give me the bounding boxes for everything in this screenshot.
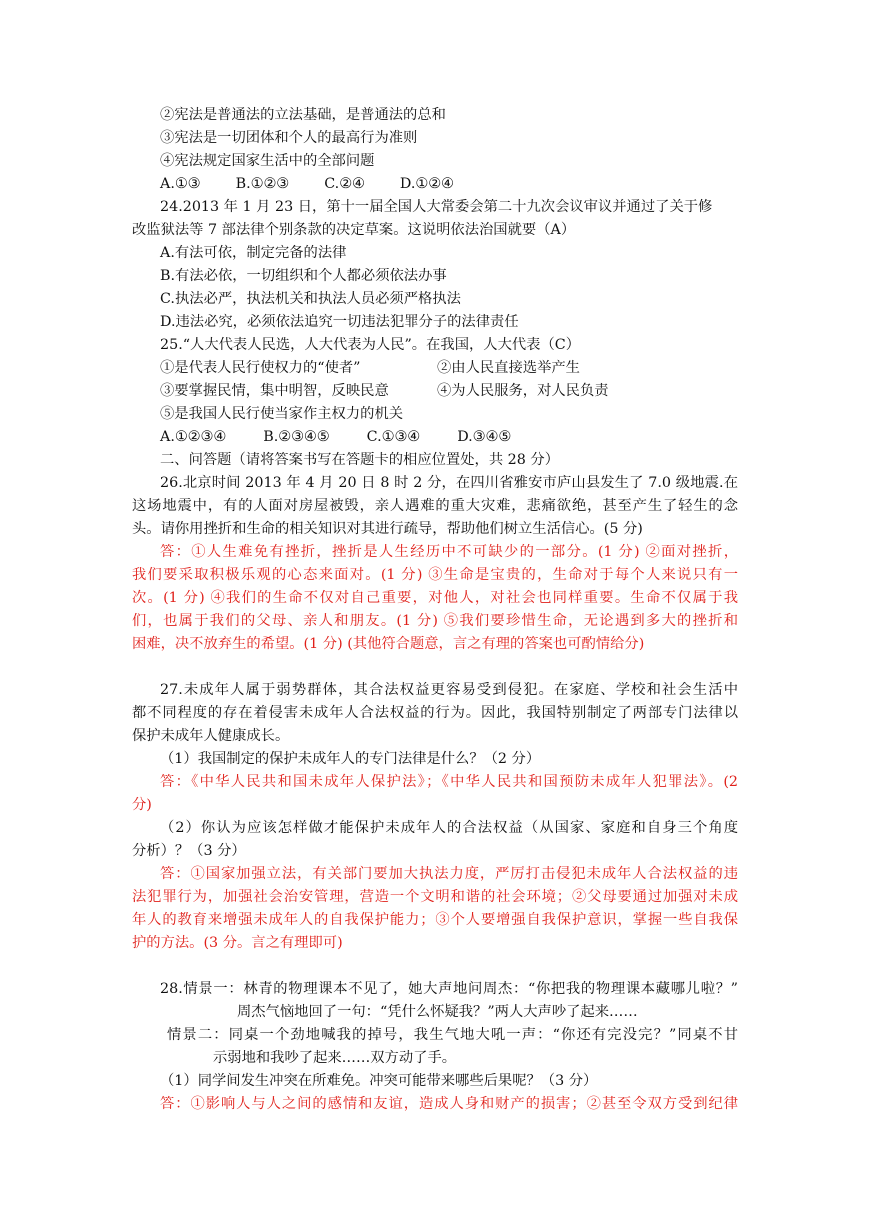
q27-stem-line-3: 保护未成年人健康成长。	[132, 728, 290, 744]
q26-stem-line-2: 这场地震中，有的人面对房屋被毁，亲人遇难的重大灾难，悲痛欲绝，甚至产生了轻生的念	[132, 498, 738, 514]
q27-answer-1-line-1: 答：《中华人民共和国未成年人保护法》；《中华人民共和国预防未成年人犯罪法》。(2	[160, 774, 738, 790]
q27-subquestion-1: （1）我国制定的保护未成年人的专门法律是什么？（2 分）	[160, 751, 541, 767]
q23-choice-b: B.①②③	[235, 176, 290, 192]
q25-option-1: ①是代表人民行使权力的“使者”	[160, 360, 361, 376]
q27-subquestion-2-line-2: 分析）？（3 分）	[132, 843, 246, 859]
q25-option-2: ②由人民直接选举产生	[437, 360, 580, 376]
q25-stem: 25.“人大代表人民选，人大代表为人民”。在我国，人大代表（C）	[160, 337, 581, 353]
q23-option-3: ③宪法是一切团体和个人的最高行为准则	[160, 130, 418, 146]
q26-stem-line-1: 26.北京时间 2013 年 4 月 20 日 8 时 2 分，在四川省雅安市庐山县发生了 7.0 级地震.在	[160, 475, 738, 491]
q25-choice-a: A.①②③④	[160, 429, 227, 445]
q23-choice-a: A.①③	[160, 176, 201, 192]
q28-answer-1: 答：①影响人与人之间的感情和友谊，造成人身和财产的损害；②甚至令双方受到纪律	[160, 1096, 738, 1112]
q27-answer-2-line-1: 答：①国家加强立法，有关部门要加大执法力度，严厉打击侵犯未成年人合法权益的违	[160, 866, 738, 882]
q24-option-d: D.违法必究，必须依法追究一切违法犯罪分子的法律责任	[160, 314, 519, 330]
section-2-heading: 二、问答题（请将答案书写在答题卡的相应位置处，共 28 分）	[160, 452, 559, 468]
q26-answer-line-2: 我们要采取积极乐观的心态来面对。(1 分) ③生命是宝贵的，生命对于每个人来说只有一	[132, 567, 738, 583]
q23-option-4: ④宪法规定国家生活中的全部问题	[160, 153, 375, 169]
q26-answer-line-5: 困难，决不放弃生的希望。(1 分) (其他符合题意，言之有理的答案也可酌情给分)	[132, 636, 645, 652]
q27-answer-1-line-2: 分)	[132, 797, 152, 813]
q27-answer-2-line-2: 法犯罪行为，加强社会治安管理，营造一个文明和谐的社会环境；②父母要通过加强对未成	[132, 889, 738, 905]
q27-answer-2-line-3: 年人的教育来增强未成年人的自我保护能力；③个人要增强自我保护意识，掌握一些自我保	[132, 912, 738, 928]
q28-scene-1-line-1: 28.情景一：林青的物理课本不见了，她大声地问周杰：“你把我的物理课本藏哪儿啦？”	[160, 981, 738, 997]
q28-scene-2-line-2: 示弱地和我吵了起来……双方动了手。	[213, 1050, 457, 1066]
q27-subquestion-2-line-1: （2）你认为应该怎样做才能保护未成年人的合法权益（从国家、家庭和自身三个角度	[160, 820, 738, 836]
q26-answer-line-1: 答：①人生难免有挫折，挫折是人生经历中不可缺少的一部分。(1 分) ②面对挫折，	[160, 544, 738, 560]
q25-choice-d: D.③④⑤	[457, 429, 512, 445]
q28-scene-1-line-2: 周杰气恼地回了一句：“凭什么怀疑我？”两人大声吵了起来……	[237, 1004, 638, 1020]
q27-answer-2-line-4: 护的方法。(3 分。言之有理即可)	[132, 935, 343, 951]
q25-choices	[160, 426, 511, 448]
q25-option-4: ④为人民服务，对人民负责	[437, 383, 609, 399]
q23-choice-d: D.①②④	[399, 176, 454, 192]
q23-choices	[160, 173, 454, 195]
q26-answer-line-4: 们，也属于我们的父母、亲人和朋友。(1 分) ⑤我们要珍惜生命，无论遇到多大的挫折和	[132, 613, 738, 629]
q24-option-a: A.有法可依，制定完备的法律	[160, 245, 347, 261]
q28-subquestion-1: （1）同学间发生冲突在所难免。冲突可能带来哪些后果呢？（3 分）	[160, 1073, 598, 1089]
q25-choice-c: C.①③④	[366, 429, 421, 445]
q24-option-b: B.有法必依，一切组织和个人都必须依法办事	[160, 268, 447, 284]
q23-option-2: ②宪法是普通法的立法基础，是普通法的总和	[160, 107, 446, 123]
q25-choice-b: B.②③④⑤	[263, 429, 330, 445]
q27-stem-line-2: 都不同程度的存在着侵害未成年人合法权益的行为。因此，我国特别制定了两部专门法律以	[132, 705, 738, 721]
q24-option-c: C.执法必严，执法机关和执法人员必须严格执法	[160, 291, 461, 307]
q26-stem-line-3: 头。请你用挫折和生命的相关知识对其进行疏导，帮助他们树立生活信心。(5 分)	[132, 521, 643, 537]
q24-stem-line-2: 改监狱法等 7 部法律个别条款的决定草案。这说明依法治国就要（A）	[132, 222, 576, 238]
q27-stem-line-1: 27.未成年人属于弱势群体，其合法权益更容易受到侵犯。在家庭、学校和社会生活中	[160, 682, 738, 698]
q23-choice-c: C.②④	[324, 176, 365, 192]
q25-option-3: ③要掌握民情，集中明智，反映民意	[160, 383, 389, 399]
q28-scene-2-line-1: 情景二：同桌一个劲地喊我的掉号，我生气地大吼一声：“你还有完没完？”同桌不甘	[167, 1027, 738, 1043]
q26-answer-line-3: 次。(1 分) ④我们的生命不仅对自己重要，对他人，对社会也同样重要。生命不仅属于我	[132, 590, 738, 606]
q25-option-5: ⑤是我国人民行使当家作主权力的机关	[160, 406, 404, 422]
q24-stem-line-1: 24.2013 年 1 月 23 日，第十一届全国人大常委会第二十九次会议审议并通过了关于修	[160, 199, 713, 215]
